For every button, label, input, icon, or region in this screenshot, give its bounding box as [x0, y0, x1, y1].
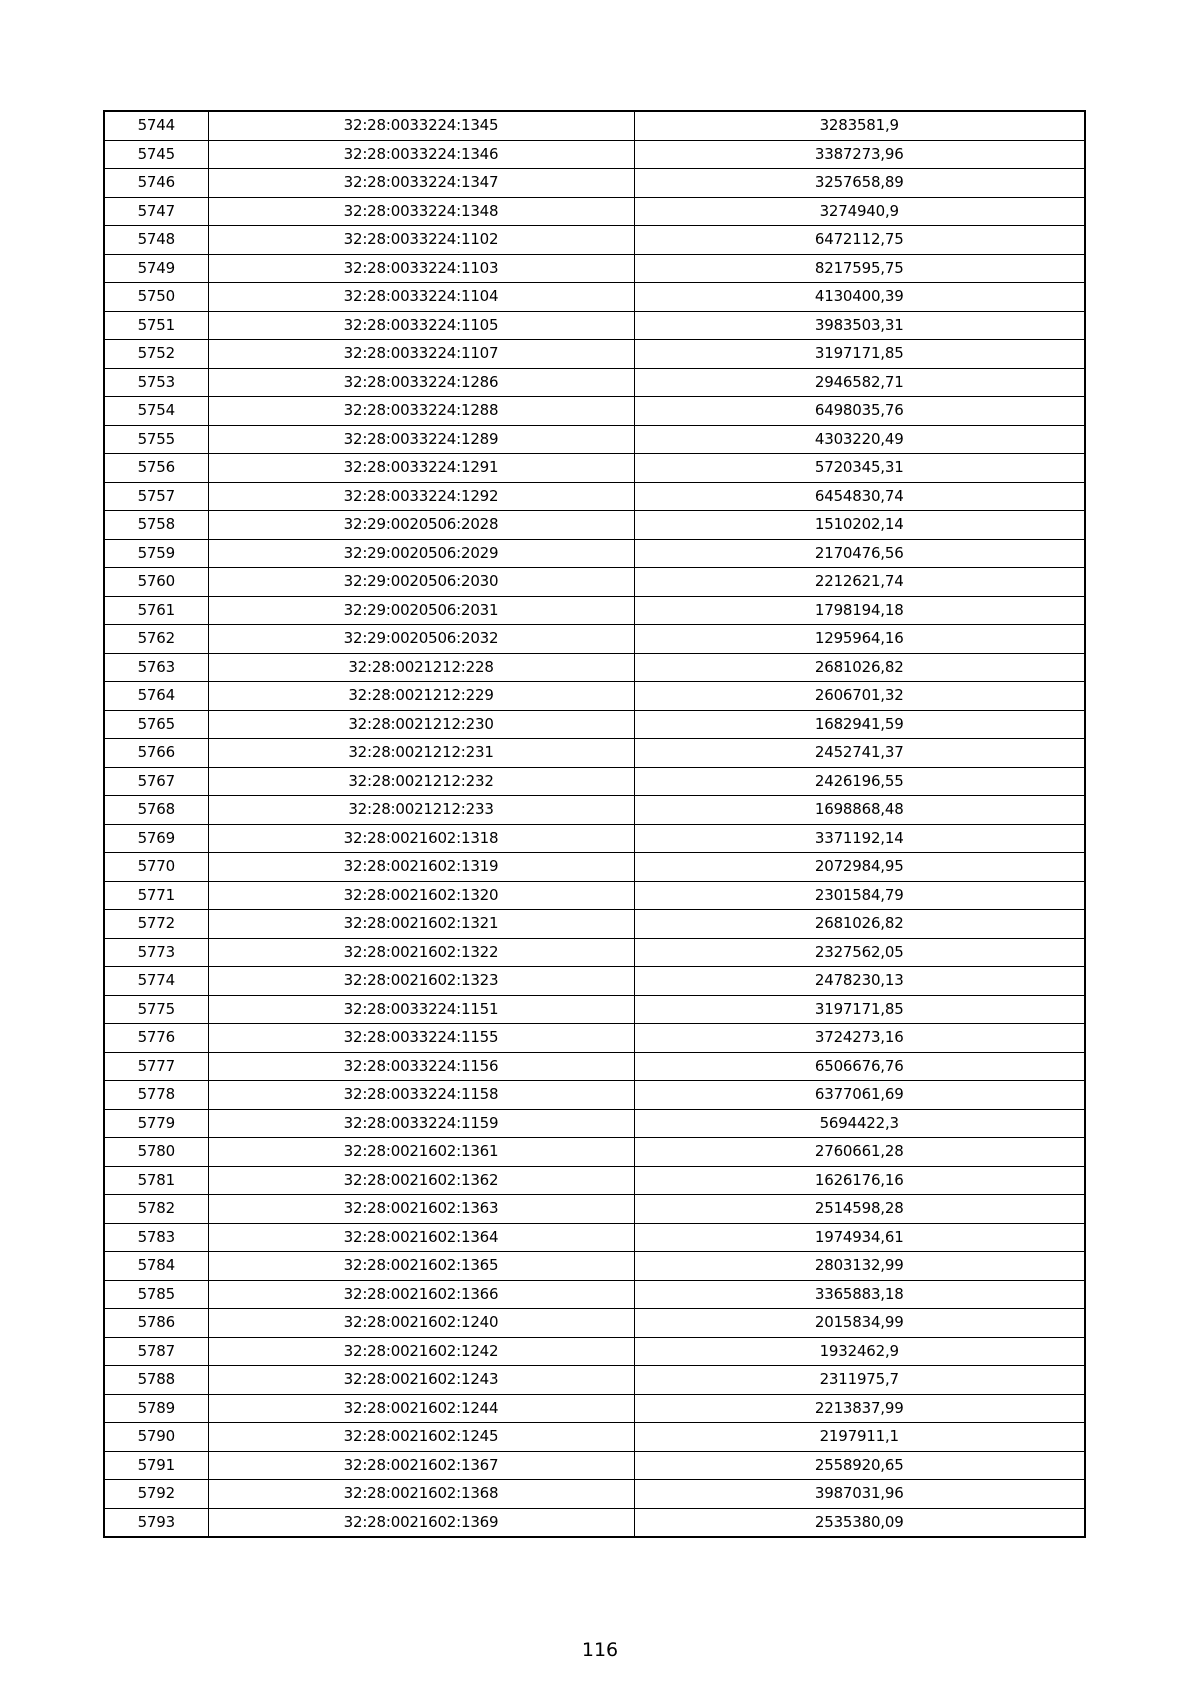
cadastral-number-cell: 32:28:0033224:1345 [208, 111, 634, 140]
row-number-cell: 5783 [104, 1223, 208, 1252]
cadastral-number-cell: 32:28:0033224:1102 [208, 226, 634, 255]
table-row [104, 1394, 1085, 1423]
cadastral-number-cell: 32:29:0020506:2028 [208, 511, 634, 540]
row-number-cell: 5791 [104, 1451, 208, 1480]
table-row [104, 1052, 1085, 1081]
row-number-cell: 5755 [104, 425, 208, 454]
row-number-cell: 5748 [104, 226, 208, 255]
row-number-cell: 5770 [104, 853, 208, 882]
value-cell: 5694422,3 [634, 1109, 1085, 1138]
table-row [104, 1138, 1085, 1167]
page-number: 116 [581, 1639, 619, 1661]
cadastral-number-cell: 32:28:0021602:1242 [208, 1337, 634, 1366]
table-row [104, 368, 1085, 397]
row-number-cell: 5790 [104, 1423, 208, 1452]
table-row [104, 653, 1085, 682]
cadastral-number-cell: 32:28:0021602:1321 [208, 910, 634, 939]
row-number-cell: 5787 [104, 1337, 208, 1366]
value-cell: 3197171,85 [634, 340, 1085, 369]
value-cell: 6506676,76 [634, 1052, 1085, 1081]
row-number-cell: 5771 [104, 881, 208, 910]
row-number-cell: 5786 [104, 1309, 208, 1338]
row-number-cell: 5792 [104, 1480, 208, 1509]
cadastral-number-cell: 32:28:0033224:1289 [208, 425, 634, 454]
row-number-cell: 5779 [104, 1109, 208, 1138]
value-cell: 8217595,75 [634, 254, 1085, 283]
table-row [104, 568, 1085, 597]
value-cell: 2535380,09 [634, 1508, 1085, 1537]
table-row [104, 140, 1085, 169]
cadastral-number-cell: 32:29:0020506:2030 [208, 568, 634, 597]
row-number-cell: 5780 [104, 1138, 208, 1167]
table-row [104, 254, 1085, 283]
table-row [104, 169, 1085, 198]
value-cell: 2681026,82 [634, 653, 1085, 682]
table-row [104, 482, 1085, 511]
table-row [104, 197, 1085, 226]
value-cell: 1295964,16 [634, 625, 1085, 654]
table-row [104, 425, 1085, 454]
table-row [104, 967, 1085, 996]
table-row [104, 995, 1085, 1024]
row-number-cell: 5752 [104, 340, 208, 369]
row-number-cell: 5782 [104, 1195, 208, 1224]
row-number-cell: 5753 [104, 368, 208, 397]
table-row [104, 625, 1085, 654]
cadastral-number-cell: 32:29:0020506:2031 [208, 596, 634, 625]
row-number-cell: 5757 [104, 482, 208, 511]
row-number-cell: 5759 [104, 539, 208, 568]
cadastral-number-cell: 32:28:0033224:1346 [208, 140, 634, 169]
value-cell: 2760661,28 [634, 1138, 1085, 1167]
value-cell: 3987031,96 [634, 1480, 1085, 1509]
row-number-cell: 5772 [104, 910, 208, 939]
cadastral-number-cell: 32:28:0021602:1322 [208, 938, 634, 967]
value-cell: 3371192,14 [634, 824, 1085, 853]
cadastral-number-cell: 32:28:0033224:1286 [208, 368, 634, 397]
table-row [104, 1337, 1085, 1366]
cadastral-number-cell: 32:28:0033224:1107 [208, 340, 634, 369]
cadastral-number-cell: 32:29:0020506:2032 [208, 625, 634, 654]
row-number-cell: 5773 [104, 938, 208, 967]
value-cell: 2514598,28 [634, 1195, 1085, 1224]
value-cell: 1626176,16 [634, 1166, 1085, 1195]
table-row [104, 596, 1085, 625]
value-cell: 2681026,82 [634, 910, 1085, 939]
value-cell: 2213837,99 [634, 1394, 1085, 1423]
row-number-cell: 5788 [104, 1366, 208, 1395]
table-row [104, 539, 1085, 568]
cadastral-number-cell: 32:28:0021602:1323 [208, 967, 634, 996]
row-number-cell: 5760 [104, 568, 208, 597]
table-row [104, 767, 1085, 796]
cadastral-number-cell: 32:28:0021602:1361 [208, 1138, 634, 1167]
cadastral-number-cell: 32:29:0020506:2029 [208, 539, 634, 568]
cadastral-number-cell: 32:28:0021212:230 [208, 710, 634, 739]
table-row [104, 1166, 1085, 1195]
value-cell: 2478230,13 [634, 967, 1085, 996]
row-number-cell: 5784 [104, 1252, 208, 1281]
row-number-cell: 5768 [104, 796, 208, 825]
value-cell: 2311975,7 [634, 1366, 1085, 1395]
table-row [104, 111, 1085, 140]
row-number-cell: 5746 [104, 169, 208, 198]
cadastral-number-cell: 32:28:0033224:1348 [208, 197, 634, 226]
row-number-cell: 5762 [104, 625, 208, 654]
row-number-cell: 5789 [104, 1394, 208, 1423]
cadastral-number-cell: 32:28:0021602:1244 [208, 1394, 634, 1423]
value-cell: 2170476,56 [634, 539, 1085, 568]
value-cell: 1698868,48 [634, 796, 1085, 825]
value-cell: 2301584,79 [634, 881, 1085, 910]
row-number-cell: 5777 [104, 1052, 208, 1081]
row-number-cell: 5767 [104, 767, 208, 796]
value-cell: 2558920,65 [634, 1451, 1085, 1480]
value-cell: 6377061,69 [634, 1081, 1085, 1110]
value-cell: 4303220,49 [634, 425, 1085, 454]
row-number-cell: 5781 [104, 1166, 208, 1195]
table-row [104, 1423, 1085, 1452]
row-number-cell: 5774 [104, 967, 208, 996]
value-cell: 4130400,39 [634, 283, 1085, 312]
table-row [104, 1366, 1085, 1395]
table-row [104, 739, 1085, 768]
cadastral-number-cell: 32:28:0021602:1320 [208, 881, 634, 910]
cadastral-number-cell: 32:28:0033224:1105 [208, 311, 634, 340]
registry-table [103, 110, 1086, 1538]
value-cell: 3983503,31 [634, 311, 1085, 340]
row-number-cell: 5776 [104, 1024, 208, 1053]
row-number-cell: 5745 [104, 140, 208, 169]
table-row [104, 938, 1085, 967]
table-row [104, 1252, 1085, 1281]
table-row [104, 824, 1085, 853]
table-row [104, 1223, 1085, 1252]
cadastral-number-cell: 32:28:0021602:1366 [208, 1280, 634, 1309]
value-cell: 6472112,75 [634, 226, 1085, 255]
row-number-cell: 5763 [104, 653, 208, 682]
table-row [104, 454, 1085, 483]
value-cell: 3387273,96 [634, 140, 1085, 169]
table-row [104, 1109, 1085, 1138]
row-number-cell: 5765 [104, 710, 208, 739]
value-cell: 2197911,1 [634, 1423, 1085, 1452]
table-row [104, 1480, 1085, 1509]
row-number-cell: 5747 [104, 197, 208, 226]
cadastral-number-cell: 32:28:0021212:233 [208, 796, 634, 825]
cadastral-number-cell: 32:28:0033224:1347 [208, 169, 634, 198]
value-cell: 2327562,05 [634, 938, 1085, 967]
table-row [104, 311, 1085, 340]
cadastral-number-cell: 32:28:0033224:1288 [208, 397, 634, 426]
value-cell: 2072984,95 [634, 853, 1085, 882]
cadastral-number-cell: 32:28:0033224:1156 [208, 1052, 634, 1081]
cadastral-number-cell: 32:28:0033224:1155 [208, 1024, 634, 1053]
row-number-cell: 5744 [104, 111, 208, 140]
value-cell: 1932462,9 [634, 1337, 1085, 1366]
cadastral-number-cell: 32:28:0033224:1151 [208, 995, 634, 1024]
cadastral-number-cell: 32:28:0021602:1367 [208, 1451, 634, 1480]
value-cell: 2015834,99 [634, 1309, 1085, 1338]
table-row [104, 1309, 1085, 1338]
cadastral-number-cell: 32:28:0033224:1104 [208, 283, 634, 312]
table-row [104, 910, 1085, 939]
table-row [104, 340, 1085, 369]
value-cell: 2426196,55 [634, 767, 1085, 796]
value-cell: 3283581,9 [634, 111, 1085, 140]
cadastral-number-cell: 32:28:0021602:1319 [208, 853, 634, 882]
value-cell: 2452741,37 [634, 739, 1085, 768]
row-number-cell: 5766 [104, 739, 208, 768]
value-cell: 2606701,32 [634, 682, 1085, 711]
cadastral-number-cell: 32:28:0021602:1363 [208, 1195, 634, 1224]
table-row [104, 226, 1085, 255]
value-cell: 1510202,14 [634, 511, 1085, 540]
cadastral-number-cell: 32:28:0033224:1158 [208, 1081, 634, 1110]
cadastral-number-cell: 32:28:0021212:228 [208, 653, 634, 682]
table-row [104, 511, 1085, 540]
table-row [104, 881, 1085, 910]
value-cell: 3257658,89 [634, 169, 1085, 198]
table-row [104, 1451, 1085, 1480]
cadastral-number-cell: 32:28:0021602:1365 [208, 1252, 634, 1281]
row-number-cell: 5769 [104, 824, 208, 853]
row-number-cell: 5754 [104, 397, 208, 426]
value-cell: 6454830,74 [634, 482, 1085, 511]
row-number-cell: 5785 [104, 1280, 208, 1309]
cadastral-number-cell: 32:28:0021602:1369 [208, 1508, 634, 1537]
cadastral-number-cell: 32:28:0021212:232 [208, 767, 634, 796]
cadastral-number-cell: 32:28:0021212:231 [208, 739, 634, 768]
value-cell: 3274940,9 [634, 197, 1085, 226]
row-number-cell: 5749 [104, 254, 208, 283]
value-cell: 1798194,18 [634, 596, 1085, 625]
row-number-cell: 5778 [104, 1081, 208, 1110]
cadastral-number-cell: 32:28:0021602:1368 [208, 1480, 634, 1509]
row-number-cell: 5775 [104, 995, 208, 1024]
value-cell: 1974934,61 [634, 1223, 1085, 1252]
table-row [104, 682, 1085, 711]
cadastral-number-cell: 32:28:0021602:1240 [208, 1309, 634, 1338]
row-number-cell: 5793 [104, 1508, 208, 1537]
value-cell: 5720345,31 [634, 454, 1085, 483]
registry-table-body [104, 111, 1085, 1537]
cadastral-number-cell: 32:28:0021212:229 [208, 682, 634, 711]
cadastral-number-cell: 32:28:0033224:1291 [208, 454, 634, 483]
table-row [104, 1081, 1085, 1110]
table-row [104, 710, 1085, 739]
table-row [104, 397, 1085, 426]
cadastral-number-cell: 32:28:0021602:1364 [208, 1223, 634, 1252]
row-number-cell: 5758 [104, 511, 208, 540]
table-row [104, 1195, 1085, 1224]
row-number-cell: 5751 [104, 311, 208, 340]
table-row [104, 853, 1085, 882]
value-cell: 1682941,59 [634, 710, 1085, 739]
value-cell: 3724273,16 [634, 1024, 1085, 1053]
table-row [104, 1024, 1085, 1053]
table-row [104, 1508, 1085, 1537]
cadastral-number-cell: 32:28:0021602:1318 [208, 824, 634, 853]
cadastral-number-cell: 32:28:0033224:1292 [208, 482, 634, 511]
value-cell: 2946582,71 [634, 368, 1085, 397]
cadastral-number-cell: 32:28:0033224:1159 [208, 1109, 634, 1138]
row-number-cell: 5761 [104, 596, 208, 625]
cadastral-number-cell: 32:28:0033224:1103 [208, 254, 634, 283]
row-number-cell: 5750 [104, 283, 208, 312]
value-cell: 3197171,85 [634, 995, 1085, 1024]
cadastral-number-cell: 32:28:0021602:1362 [208, 1166, 634, 1195]
cadastral-number-cell: 32:28:0021602:1245 [208, 1423, 634, 1452]
value-cell: 3365883,18 [634, 1280, 1085, 1309]
table-row [104, 796, 1085, 825]
table-row [104, 283, 1085, 312]
table-row [104, 1280, 1085, 1309]
value-cell: 2212621,74 [634, 568, 1085, 597]
cadastral-number-cell: 32:28:0021602:1243 [208, 1366, 634, 1395]
value-cell: 2803132,99 [634, 1252, 1085, 1281]
row-number-cell: 5764 [104, 682, 208, 711]
value-cell: 6498035,76 [634, 397, 1085, 426]
row-number-cell: 5756 [104, 454, 208, 483]
